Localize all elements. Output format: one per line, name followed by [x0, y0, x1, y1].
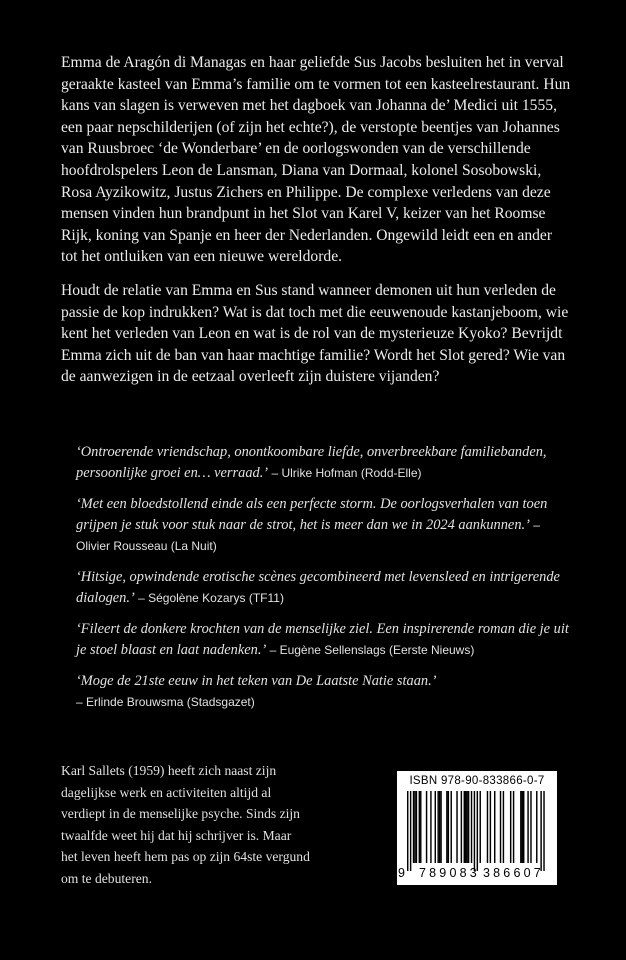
- barcode-bar: [407, 791, 408, 871]
- barcode-digits-right: 386607: [483, 866, 544, 880]
- barcode-bar: [468, 791, 469, 863]
- isbn-barcode: [397, 771, 557, 885]
- barcode-bar: [480, 791, 481, 863]
- quote-author: – Eugène Sellenslags: [266, 643, 386, 657]
- barcode-digit-first: 9: [398, 866, 405, 880]
- quote-author: – Ulrike Hofman: [268, 466, 358, 480]
- barcode-bars: [405, 791, 549, 871]
- back-cover-blurb: [61, 52, 571, 400]
- barcode-bar: [435, 791, 436, 863]
- review-quote: [76, 442, 576, 484]
- barcode-bar: [487, 791, 488, 863]
- barcode-bar: [540, 791, 541, 871]
- quote-author: – Olivier Rousseau: [76, 518, 540, 553]
- review-quote: [76, 494, 576, 557]
- barcode-bar: [461, 791, 462, 863]
- barcode-bar: [448, 791, 449, 863]
- barcode-bar: [530, 791, 531, 863]
- isbn-label: ISBN 978-90-833866-0-7: [409, 775, 545, 787]
- quote-author: – Ségolène Kozarys: [134, 591, 246, 605]
- barcode-bar: [426, 791, 427, 863]
- barcode-bar: [437, 791, 438, 863]
- author-bio: Karl Sallets (1959) heeft zich naast zijn dagelijkse werk en activiteiten altijd al verdiept in de menselijke psyche. Sinds zijn twaalfde weet hij dat hij schrijver is. Maar het leven heeft hem pas op zijn 64ste vergund om te debuteren.: [61, 763, 310, 886]
- barcode-bar: [414, 791, 415, 863]
- quote-text: ‘Fileert de donkere krochten van de menselijke ziel. Een inspirerende roman die je uit je stoel blaast en laat nadenken.’: [76, 621, 569, 658]
- quote-text: ‘Ontroerende vriendschap, onontkoombare liefde, onverbreekbare familiebanden, persoonlijke groei en… verraad.’: [76, 444, 547, 481]
- barcode-bar: [523, 791, 524, 863]
- quote-source: (Eerste Nieuws): [385, 643, 475, 657]
- barcode-bar: [439, 791, 440, 863]
- blurb-paragraph-2: Houdt de relatie van Emma en Sus stand wanneer demonen uit hun verleden de passie de kop indrukken? Wat is dat toch met die eeuwenoude kastanjeboom, wie kent het verleden van Leon en wat is de rol van de mysterieuze Kyoko? Bevrijdt Emma zich uit de ban van haar machtige familie? Wordt het Slot gered? Wie van de aanwezigen in de eetzaal overleeft zijn duistere vijanden?: [61, 281, 569, 386]
- barcode-bar: [456, 791, 457, 863]
- barcode-bar: [464, 791, 465, 863]
- quote-author: – Erlinde Brouwsma: [76, 695, 184, 709]
- barcode-digits-left: 789083: [419, 866, 480, 880]
- quote-text: ‘Met een bloedstollend einde als een perfecte storm. De oorlogsverhalen van toen grijpen je stuk voor stuk naar de strot, het is meer dan we in 2024 aankunnen.’: [76, 496, 548, 533]
- quote-text: ‘Hitsige, opwindende erotische scènes gecombineerd met levensleed en intrigerende dialogen.’: [76, 569, 560, 606]
- barcode-bar: [527, 791, 528, 863]
- barcode-bar: [536, 791, 537, 863]
- quote-source: (TF11): [245, 591, 284, 605]
- barcode-bar: [465, 791, 466, 863]
- barcode-bar: [520, 791, 521, 863]
- barcode-bar: [474, 791, 475, 871]
- quote-text: ‘Moge de 21ste eeuw in het teken van De Laatste Natie staan.’: [76, 673, 437, 689]
- barcode-bar: [430, 791, 431, 863]
- barcode-bar: [446, 791, 447, 863]
- barcode-bar: [510, 791, 511, 863]
- review-quote: [76, 567, 576, 609]
- barcode-bar: [522, 791, 523, 863]
- barcode-bar: [420, 791, 421, 863]
- review-quote: [76, 619, 576, 661]
- barcode-bar: [543, 791, 544, 871]
- barcode-bar: [477, 791, 478, 871]
- barcode-bar: [471, 791, 472, 863]
- review-quote: [76, 671, 576, 713]
- quote-source: (La Nuit): [167, 539, 217, 553]
- barcode-bar: [494, 791, 495, 863]
- quote-source: (Stadsgazet): [183, 695, 255, 709]
- barcode-bar: [513, 791, 514, 863]
- review-quotes: [76, 442, 576, 723]
- barcode-bar: [419, 791, 420, 863]
- barcode-bar: [490, 791, 491, 863]
- barcode-bar: [440, 791, 441, 863]
- barcode-bar: [451, 791, 452, 863]
- barcode-bar: [416, 791, 417, 863]
- blurb-paragraph-1: Emma de Aragón di Managas en haar geliefde Sus Jacobs besluiten het in verval geraakte kasteel van Emma’s familie om te vormen tot een kasteelrestaurant. Hun kans van slagen is verweven met het dagboek van Johanna de’ Medici uit 1555, een paar nepschilderijen (of zijn het echte?), de verstopte beentjes van Johannes van Ruusbroec ‘de Wonderbare’ en de oorlogswonden van de verschillende hoofdrolspelers Leon de Lansman, Diana van Dormaal, kolonel Sosobowski, Rosa Ayzikowitz, Justus Zichers en Philippe. De complexe verledens van deze mensen vinden hun brandpunt in het Slot van Karel V, keizer van het Roomse Rijk, koning van Spanje en heer der Nederlanden. Ongewild leidt een en ander tot het ontluiken van een nieuwe wereldorde.: [61, 54, 571, 266]
- barcode-bar: [413, 791, 414, 863]
- barcode-bar: [466, 791, 467, 863]
- barcode-bar: [410, 791, 411, 871]
- barcode-bar: [503, 791, 504, 863]
- quote-source: (Rodd-Elle): [357, 466, 422, 480]
- barcode-bar: [500, 791, 501, 863]
